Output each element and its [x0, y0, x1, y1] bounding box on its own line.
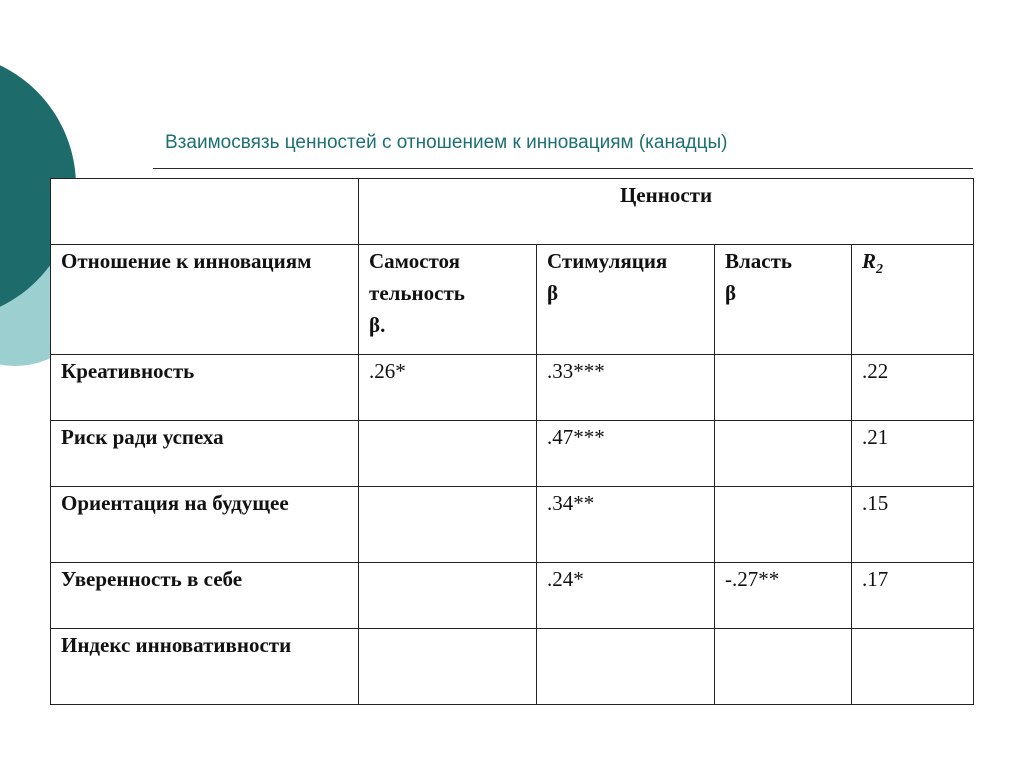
table-row	[51, 563, 974, 629]
cell-stimulation	[537, 629, 715, 705]
column-header-label: Самостоя тельность	[369, 249, 465, 305]
cell-autonomy: .26*	[359, 355, 537, 421]
row-label: Риск ради успеха	[51, 421, 359, 487]
column-header-symbol: β	[725, 281, 737, 305]
title-divider	[153, 168, 973, 169]
table-row	[51, 421, 974, 487]
table-group-header-row	[51, 179, 974, 245]
row-label: Уверенность в себе	[51, 563, 359, 629]
cell-power	[715, 487, 852, 563]
cell-stimulation: .33***	[537, 355, 715, 421]
cell-stimulation: .24*	[537, 563, 715, 629]
cell-stimulation: .34**	[537, 487, 715, 563]
cell-power	[715, 355, 852, 421]
group-header-values: Ценности	[359, 179, 974, 245]
column-header-symbol: β	[547, 281, 559, 305]
column-header-symbol: β.	[369, 313, 386, 337]
cell-stimulation: .47***	[537, 421, 715, 487]
cell-r2: .17	[852, 563, 974, 629]
table-column-header-row	[51, 245, 974, 355]
cell-autonomy	[359, 563, 537, 629]
column-header-label: R	[862, 249, 877, 273]
cell-autonomy	[359, 487, 537, 563]
row-header-label: Отношение к инновациям	[51, 245, 359, 355]
cell-autonomy	[359, 421, 537, 487]
cell-r2	[852, 629, 974, 705]
cell-power: -.27**	[715, 563, 852, 629]
column-header-r2	[852, 245, 974, 355]
cell-r2: .15	[852, 487, 974, 563]
column-header-label: Власть	[725, 249, 793, 273]
cell-autonomy	[359, 629, 537, 705]
column-header-subscript: 2	[876, 262, 884, 277]
row-label: Креативность	[51, 355, 359, 421]
table-row	[51, 355, 974, 421]
cell-power	[715, 421, 852, 487]
row-label: Индекс инновативности	[51, 629, 359, 705]
column-header-stimulation	[537, 245, 715, 355]
values-innovation-table	[50, 178, 974, 705]
column-header-autonomy	[359, 245, 537, 355]
row-label: Ориентация на будущее	[51, 487, 359, 563]
cell-r2: .22	[852, 355, 974, 421]
column-header-label: Стимуляция	[547, 249, 668, 273]
column-header-power	[715, 245, 852, 355]
slide-title: Взаимосвязь ценностей с отношением к инновациям (канадцы)	[165, 132, 728, 153]
cell-power	[715, 629, 852, 705]
empty-corner-cell	[51, 179, 359, 245]
table-row	[51, 629, 974, 705]
cell-r2: .21	[852, 421, 974, 487]
table-row	[51, 487, 974, 563]
